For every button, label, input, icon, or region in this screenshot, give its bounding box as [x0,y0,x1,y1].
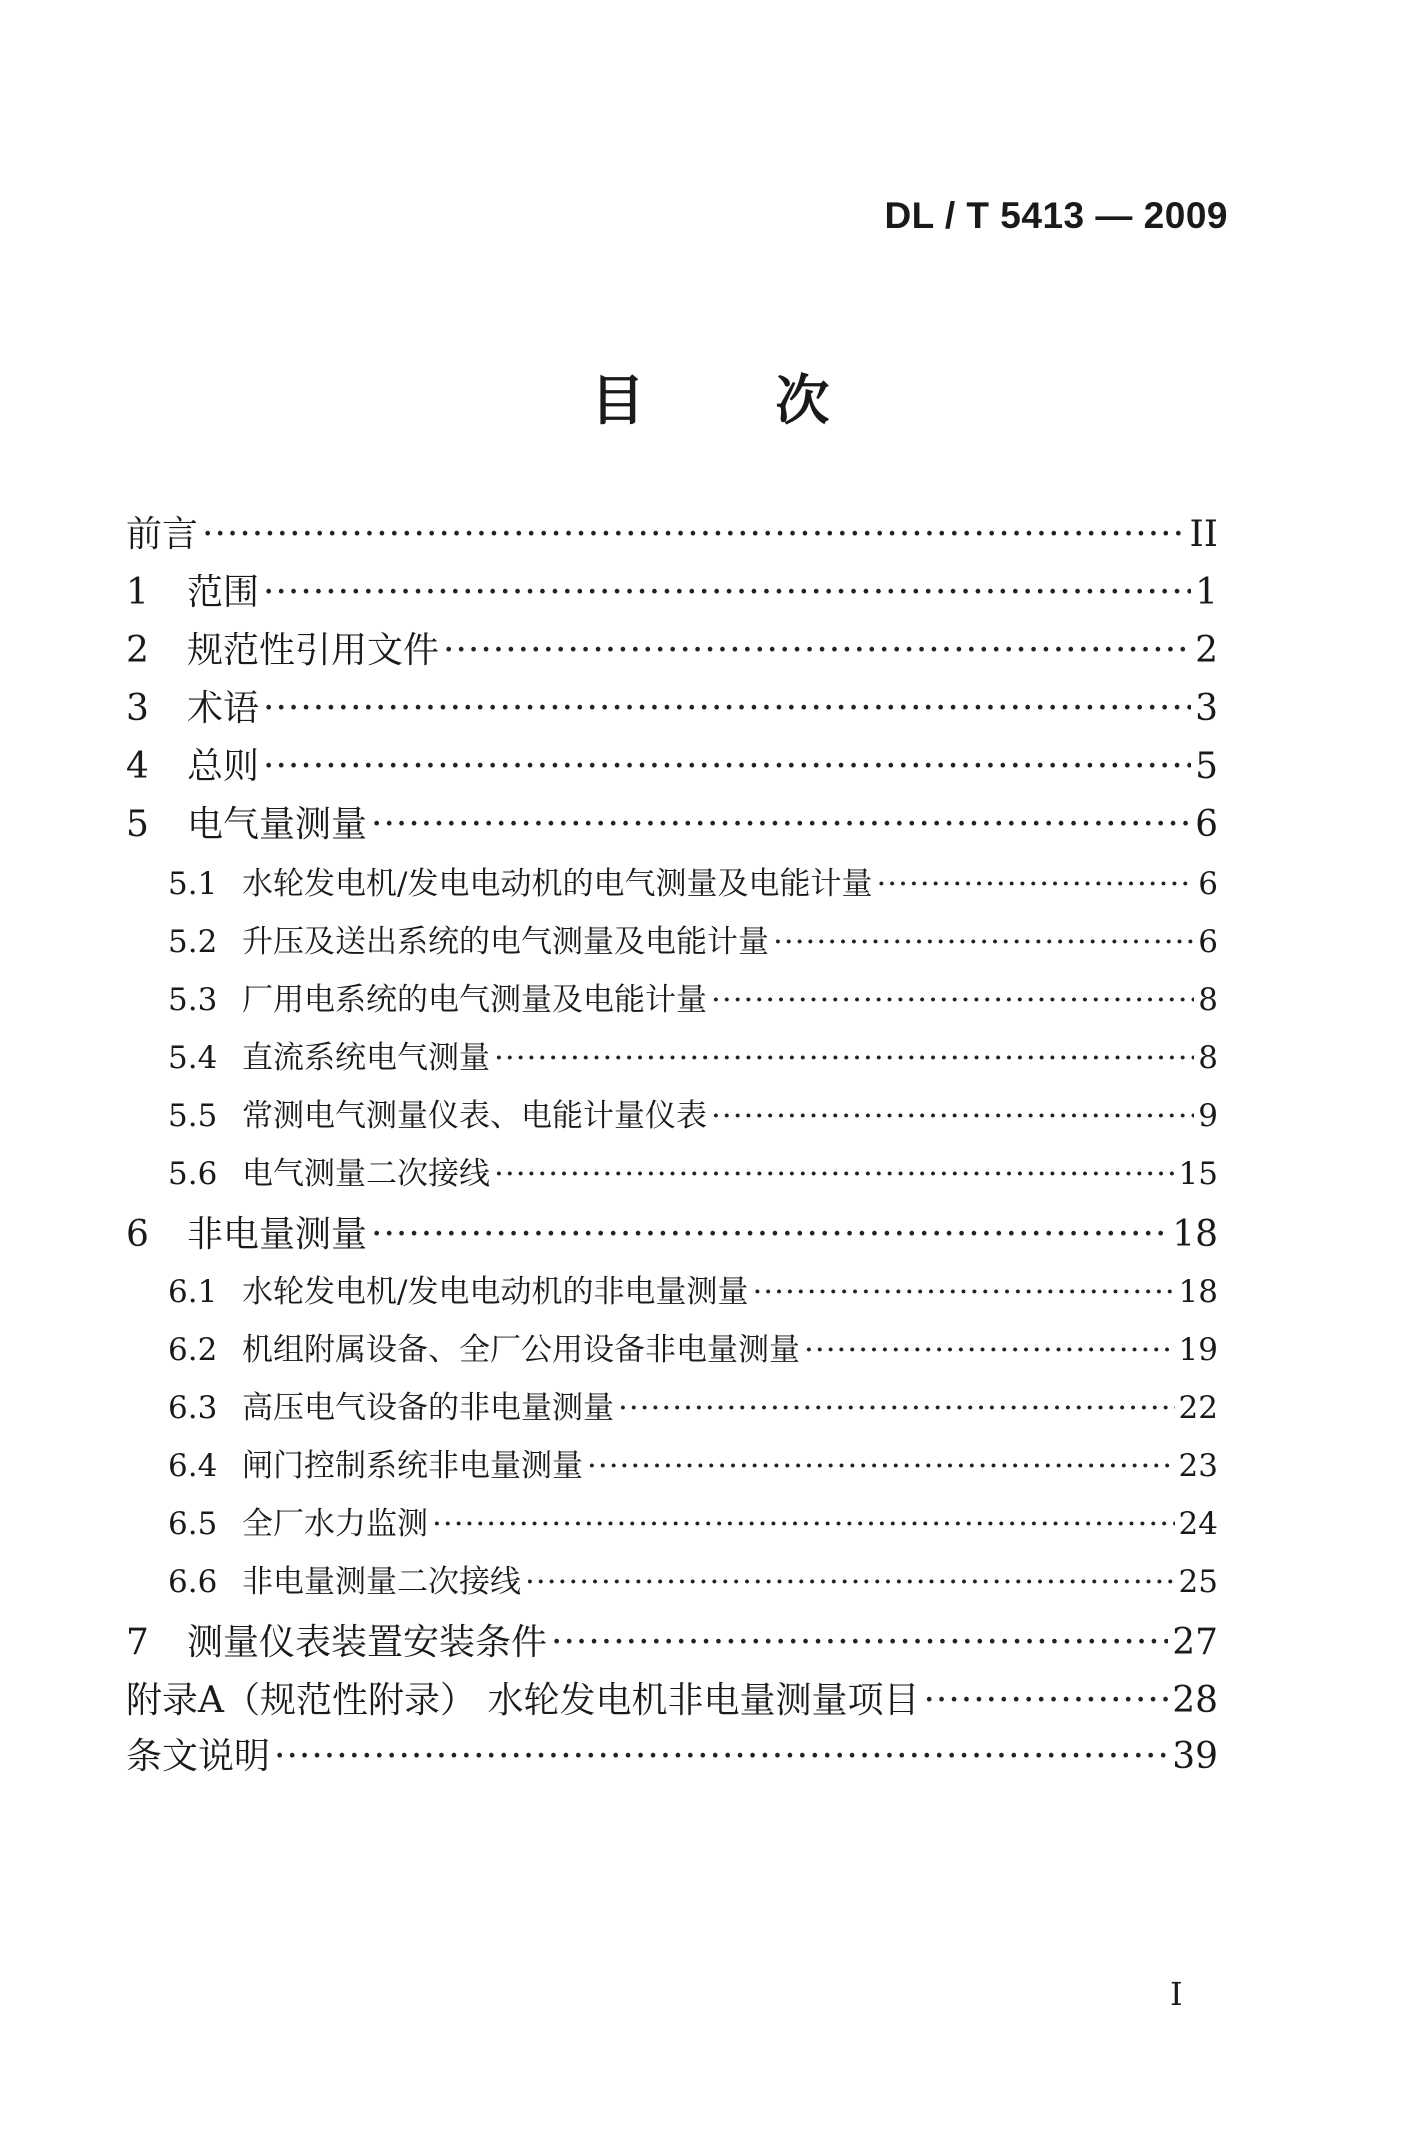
toc-entry-label: 条文说明 [126,1736,271,1777]
toc-entry-label: 升压及送出系统的电气测量及电能计量 [242,924,769,960]
toc-leader-dots [923,1680,1168,1721]
toc-entry-number: 1 [126,572,149,613]
toc-entry-number: 3 [126,688,149,729]
toc-leader-dots [494,1040,1194,1076]
toc-leader-dots [618,1390,1175,1426]
toc-entry-label: 非电量测量 [187,1214,368,1255]
toc-entry-number: 6.2 [168,1332,218,1368]
toc-title: 目 次 [590,369,831,432]
toc-entry[interactable] [168,1324,1218,1369]
toc-entry-number: 5.5 [168,1098,218,1134]
toc-entry-page: 9 [1198,1098,1218,1134]
toc-leader-dots [263,572,1191,613]
toc-entry-page: 25 [1178,1564,1218,1600]
toc-entry-page: 1 [1195,572,1218,613]
toc-leader-dots [711,1098,1194,1134]
toc-entry[interactable] [126,1614,1218,1665]
toc-entry-page: 6 [1198,866,1218,902]
toc-entry-number: 6.4 [168,1448,218,1484]
toc-entry-page: 18 [1178,1274,1218,1310]
toc-leader-dots [551,1622,1168,1663]
toc-entry-page: 5 [1195,746,1218,787]
toc-entry-label: 规范性引用文件 [187,630,440,671]
toc-entry[interactable] [168,858,1218,903]
toc-entry-label: 机组附属设备、全厂公用设备非电量测量 [242,1332,800,1368]
toc-entry-number: 5 [126,804,149,845]
toc-entry-label: 闸门控制系统非电量测量 [242,1448,583,1484]
toc-entry[interactable] [126,1672,1218,1723]
toc-entry-number: 5.1 [168,866,218,902]
toc-entry-page: 28 [1172,1680,1218,1721]
toc-entry-number: 2 [126,630,149,671]
toc-entry-label: 非电量测量二次接线 [242,1564,521,1600]
toc-entry-page: 15 [1178,1156,1218,1192]
toc-entry[interactable] [168,1266,1218,1311]
toc-leader-dots [876,866,1194,902]
toc-entry[interactable] [168,1148,1218,1193]
toc-leader-dots [494,1156,1175,1192]
page-number: I [1170,1975,1183,2013]
toc-entry-page: 6 [1195,804,1218,845]
toc-entry-number: 6.5 [168,1506,218,1542]
toc-entry-page: 23 [1178,1448,1218,1484]
toc-leader-dots [263,688,1191,729]
toc-entry-label: 附录A（规范性附录） 水轮发电机非电量测量项目 [126,1680,920,1721]
standard-code: DL / T 5413 — 2009 [884,195,1228,236]
toc-entry[interactable] [126,1206,1218,1257]
toc-leader-dots [432,1506,1175,1542]
toc-entry[interactable] [168,1498,1218,1543]
toc-entry[interactable] [168,1032,1218,1077]
toc-leader-dots [804,1332,1175,1368]
toc-entry-label: 高压电气设备的非电量测量 [242,1390,614,1426]
toc-entry-number: 5.4 [168,1040,218,1076]
toc-entry[interactable] [126,1728,1218,1779]
toc-entry[interactable] [168,1090,1218,1135]
toc-entry-number: 7 [126,1622,149,1663]
toc-entry-label: 全厂水力监测 [242,1506,428,1542]
toc-entry-label: 厂用电系统的电气测量及电能计量 [242,982,707,1018]
toc-entry-page: 6 [1198,924,1218,960]
toc-entry[interactable] [126,622,1218,673]
toc-entry[interactable] [126,564,1218,615]
toc-leader-dots [274,1736,1168,1777]
toc-leader-dots [752,1274,1174,1310]
toc-entry-page: 22 [1178,1390,1218,1426]
toc-entry-page: 2 [1195,630,1218,671]
toc-leader-dots [202,514,1186,555]
toc-entry-number: 5.3 [168,982,218,1018]
toc-entry-label: 水轮发电机/发电电动机的电气测量及电能计量 [242,866,873,902]
toc-entry[interactable] [126,738,1218,789]
toc-entry-label: 水轮发电机/发电电动机的非电量测量 [242,1274,749,1310]
toc-entry-label: 前言 [126,514,199,555]
toc-entry[interactable] [168,974,1218,1019]
toc-entry-page: II [1189,514,1218,555]
toc-entry[interactable] [126,506,1218,557]
toc-entry-label: 直流系统电气测量 [242,1040,490,1076]
toc-entry-page: 27 [1172,1622,1218,1663]
toc-entry-page: 3 [1195,688,1218,729]
toc-leader-dots [443,630,1191,671]
toc-entry-page: 8 [1198,982,1218,1018]
toc-entry[interactable] [168,916,1218,961]
toc-leader-dots [371,804,1191,845]
toc-entry-number: 4 [126,746,149,787]
toc-leader-dots [371,1214,1168,1255]
toc-entry-number: 6.1 [168,1274,218,1310]
toc-entry-page: 8 [1198,1040,1218,1076]
toc-leader-dots [711,982,1194,1018]
toc-entry-number: 5.6 [168,1156,218,1192]
toc-entry-label: 总则 [187,746,260,787]
toc-entry[interactable] [168,1556,1218,1601]
toc-entry-page: 24 [1178,1506,1218,1542]
toc-entry-label: 电气测量二次接线 [242,1156,490,1192]
toc-entry-label: 测量仪表装置安装条件 [187,1622,548,1663]
toc-entry-page: 18 [1172,1214,1218,1255]
toc-entry-label: 术语 [187,688,260,729]
toc-entry[interactable] [168,1382,1218,1427]
toc-entry-number: 5.2 [168,924,218,960]
toc-leader-dots [263,746,1191,787]
toc-leader-dots [525,1564,1175,1600]
toc-entry[interactable] [168,1440,1218,1485]
toc-leader-dots [773,924,1194,960]
toc-entry-number: 6.3 [168,1390,218,1426]
toc-entry-page: 39 [1172,1736,1218,1777]
toc-entry-page: 19 [1178,1332,1218,1368]
toc-leader-dots [587,1448,1175,1484]
toc-entry-number: 6.6 [168,1564,218,1600]
toc-entry-label: 常测电气测量仪表、电能计量仪表 [242,1098,707,1134]
toc-entry[interactable] [126,680,1218,731]
toc-entry-label: 电气量测量 [187,804,368,845]
toc-entry-number: 6 [126,1214,149,1255]
toc-entry-label: 范围 [187,572,260,613]
toc-entry[interactable] [126,796,1218,847]
